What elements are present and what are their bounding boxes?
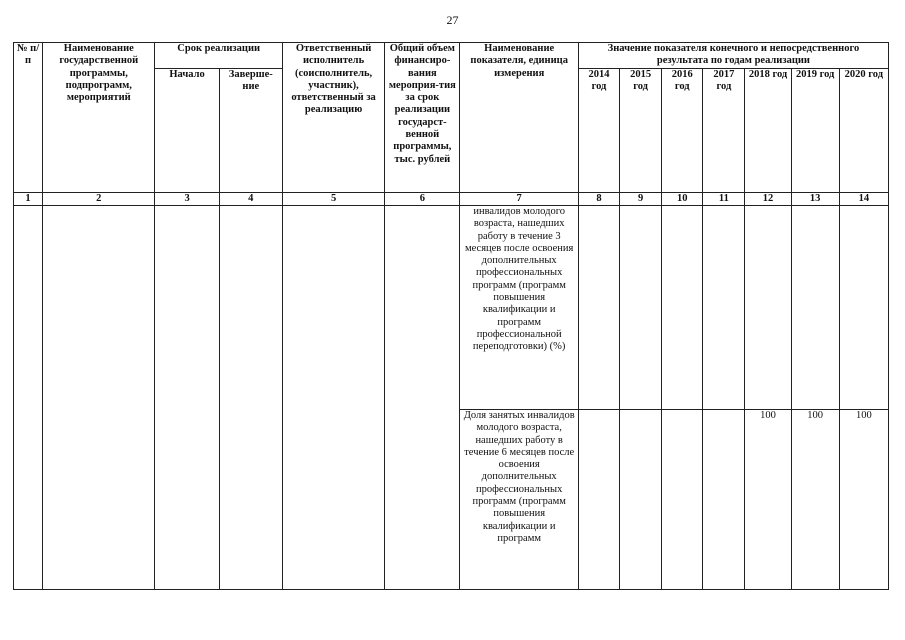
cell-value-2017 xyxy=(703,410,745,590)
cell-value-2015 xyxy=(620,410,662,590)
column-number: 6 xyxy=(385,193,460,206)
cell-value-2020: 100 xyxy=(839,410,888,590)
column-number: 5 xyxy=(282,193,384,206)
column-number: 2 xyxy=(43,193,155,206)
column-number: 8 xyxy=(578,193,619,206)
header-no: № п/п xyxy=(14,43,43,193)
cell-indicator: инвалидов молодого возраста, нашедших работу в течение 3 месяцев после освоения дополнительных профессиональных программ (программ повышения квалификации и программ профессиональной переподготовки) (%) xyxy=(460,206,578,410)
cell-value-2015 xyxy=(620,206,662,410)
header-year-2015: 2015 год xyxy=(620,69,662,193)
header-year-2019: 2019 год xyxy=(791,69,839,193)
header-indicator: Наименование показателя, единица измерения xyxy=(460,43,578,193)
header-program-name: Наименование государственной программы, подпрограмм, мероприятий xyxy=(43,43,155,193)
column-number: 3 xyxy=(155,193,219,206)
header-period: Срок реализации xyxy=(155,43,282,69)
cell-start xyxy=(155,206,219,590)
header-funding: Общий объем финансиро-вания мероприя-тия за срок реализации государст-венной программы, тыс. рублей xyxy=(385,43,460,193)
cell-funding xyxy=(385,206,460,590)
cell-value-2018: 100 xyxy=(745,410,791,590)
cell-value-2019: 100 xyxy=(791,410,839,590)
cell-value-2014 xyxy=(578,410,619,590)
table-row xyxy=(14,206,889,410)
column-number: 7 xyxy=(460,193,578,206)
cell-value-2017 xyxy=(703,206,745,410)
header-year-2020: 2020 год xyxy=(839,69,888,193)
cell-value-2019 xyxy=(791,206,839,410)
column-number: 12 xyxy=(745,193,791,206)
indicators-table xyxy=(13,42,889,590)
cell-value-2016 xyxy=(662,206,703,410)
cell-value-2018 xyxy=(745,206,791,410)
column-number: 10 xyxy=(662,193,703,206)
cell-indicator: Доля занятых инвалидов молодого возраста, нашедших работу в течение 6 месяцев после освоения дополнительных профессиональных программ (программ повышения квалификации и программ xyxy=(460,410,578,590)
header-end: Заверше-ние xyxy=(219,69,282,193)
cell-value-2016 xyxy=(662,410,703,590)
column-number: 1 xyxy=(14,193,43,206)
header-start: Начало xyxy=(155,69,219,193)
column-number: 11 xyxy=(703,193,745,206)
cell-value-2020 xyxy=(839,206,888,410)
cell-end xyxy=(219,206,282,590)
header-year-2018: 2018 год xyxy=(745,69,791,193)
header-values-title: Значение показателя конечного и непосредственного результата по годам реализации xyxy=(578,43,888,69)
header-year-2017: 2017 год xyxy=(703,69,745,193)
cell-program-name xyxy=(43,206,155,590)
column-number: 4 xyxy=(219,193,282,206)
header-responsible: Ответственный исполнитель (соисполнитель, участник), ответственный за реализацию xyxy=(282,43,384,193)
page-number: 27 xyxy=(446,13,459,27)
column-number: 13 xyxy=(791,193,839,206)
column-number: 9 xyxy=(620,193,662,206)
header-year-2016: 2016 год xyxy=(662,69,703,193)
cell-no xyxy=(14,206,43,590)
column-number: 14 xyxy=(839,193,888,206)
cell-responsible xyxy=(282,206,384,590)
column-number-row xyxy=(14,193,889,206)
cell-value-2014 xyxy=(578,206,619,410)
header-year-2014: 2014 год xyxy=(578,69,619,193)
